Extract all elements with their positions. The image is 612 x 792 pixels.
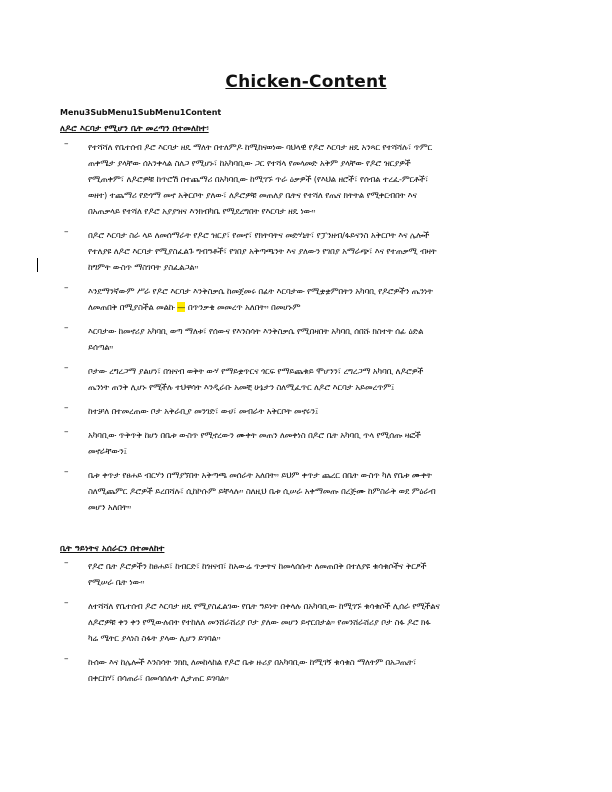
text-cursor	[37, 258, 38, 272]
text-segment: ለመጠበቅ በሚያስችል መልኩ	[88, 302, 178, 312]
list-item	[60, 403, 560, 419]
house-type-list	[60, 558, 560, 694]
text-line: ለተሻሻለ የቤተሰብ ዶሮ እርባታ ዘዴ የሚያስፈልገው የቤት ዓይነት በቀላሉ በአካባቢው ከሚገኙ ቁሳቁሶች ሊሰራ የሚችልና	[88, 601, 440, 611]
dash-bullet-icon: –	[64, 323, 69, 333]
list-item	[60, 558, 560, 590]
site-selection-list	[60, 139, 560, 523]
text-line: በዶሮ እርባታ ስራ ላይ ለመሰማራት የዶሮ ዝርያ፣ የመኖ፣ የክትባትና መድሃኒት፣ የፓንዘብ/ፋይናንስ አቅርቦት እና ሌሎች	[88, 230, 430, 240]
dash-bullet-icon: –	[64, 363, 69, 373]
dash-bullet-icon: –	[64, 283, 69, 293]
text-line: የተሻሻለ የቤተሰብ ዶሮ እርባታ ዘዴ ማለት በተለምዶ ከሚከናወነው ባህላዊ የዶሮ እርባታ ዘዴ አንጻር የተሻሻሉ፣ ጥምር	[88, 142, 433, 152]
text-line: በአጠቃላይ የተሻለ የዶሮ አያያዝና እንክብካቤ የሚደረግበት የእርባታ ዘዴ ነው።	[88, 206, 316, 216]
section-heading-site-selection: ለዶሮ እርባታ የሚሆን ቤት መረጣን በተመለከተ፡	[60, 124, 209, 134]
text-line: የተለያዩ ለዶሮ እርባታ የሚያስፈልጉ ግብዓቶች፣ የገበያ አቅጣጫንት እና ያለውን የገበያ አማራጭ፣ እና የተጠቃሚ ብዛት	[88, 246, 437, 256]
text-line	[88, 299, 560, 315]
text-line: እንደማንኛውም ሥራ የዶሮ እርባታ እንቅስቃሴ ከመጀመሩ በፊት እርባታው የሚቋቋምበትን አካባቢ የዶሮዎችን ጤንነት	[88, 286, 433, 296]
text-line: የሚሠራ ቤት ነው።	[88, 577, 145, 587]
page-title: Chicken-Content	[225, 72, 387, 92]
text-line: ቤቱ ቀጥታ የፀሐይ ብርሃን በማያኘበት አቅጣጫ መሰራት አለበት። ይህም ቀጥታ ጨረር በቤት ውስጥ ካለ የቤቱ ሙቀት	[88, 470, 432, 480]
section-heading-house-type: ቤት ዓይነትና አሰራርን በተመለከተ	[60, 544, 165, 554]
text-line: ጤንነት ጠንቅ ሊሆኑ የሚችሉ ተህዋሳት እንዲራቡ አመቺ ሁኔታን ስለሚፈጥር ለዶሮ እርባታ አይመረጥም፤	[88, 382, 395, 392]
list-item	[60, 283, 560, 315]
dash-bullet-icon: –	[64, 467, 69, 477]
text-line: አካባቢው ጥቅጥቅ ከሆነ በቤቱ ውስጥ የሚኖረውን ሙቀት መጠን ለመቀነስ በዶሮ ቤት አካባቢ ጥላ የሚሰጡ ዛፎች	[88, 430, 421, 440]
text-line: የሚጠቀም፣ ለዶሮዎቹ ከጥሮሽ በተጨማሪ በአካባቢው ከሚገኙ ጥራ ዕቃዎች (የእህል ዘሮች፣ የሰብል ተረፈ-ምርቶች፣	[88, 174, 429, 184]
list-item	[60, 598, 560, 646]
dash-bullet-icon: –	[64, 427, 69, 437]
list-item	[60, 654, 560, 686]
text-line: እርባታው ከመኖሪያ አካባቢ ወጣ ማለቱ፣ የሰውና የእንስሳት እንቅስቃሴ የሚበዛበት አካባቢ ሰበሹ ክስተት ሰፊ ዕድል	[88, 326, 424, 336]
text-segment: በጥንቃቄ መመረጥ አለበት። በመሆኑም	[185, 302, 301, 312]
text-line: ለዶሮዎቹ ቀን ቀን የሚውሉበት የተከለለ መንሸራሸሪያ ቦታ ያለው መሆን ይኖርበታል። የመንሸራሸሪያ ቦታ ስፋ ዶሮ ክፋ	[88, 617, 431, 627]
text-line: ኩሰው እና ከሌሎች እንስሳት ንክኪ ለመከላከል የዶሮ ቤቱ ዙሪያ በአካባቢው ከሚገኝ ቁሳቁስ ማለትም በአጋጤት፣	[88, 657, 417, 667]
text-line: መኖራቸውን፤	[88, 446, 127, 456]
text-line: መሆን አለበት።	[88, 502, 132, 512]
dash-bullet-icon: –	[64, 598, 69, 608]
list-item	[60, 467, 560, 515]
text-line: በቀርከሃ፣ በሳጠራ፣ በመሳሰሉት ሊታጠር ይገባል።	[88, 673, 229, 683]
text-line: ወዘተ) ተጨማሪ የድጎማ መኖ አቅርቦት ያለው፣ ለዶሮዎቹ መጠለያ ቤትና የተሻለ የጤና ክትትል የሚቀርብበት እና	[88, 190, 417, 200]
text-line: ጠቀሜታ ያላቸው ሰአንቀላል ስለጋ የሚሆኑ፣ ከአካባቢው ጋር የተሻላ የመላመድ አቅም ያላቸው የዶሮ ዝርያዎች	[88, 158, 411, 168]
dash-bullet-icon: –	[64, 403, 69, 413]
text-line: የዶሮ ቤት ዶሮዎችን ከፀሐይ፣ ከብርድ፣ ከዝናብ፣ ከአውሬ ጥቃትና ከመላሰሱት ለመጠበቅ በተለያዩ ቁሳቁሶችና ቅርፆች	[88, 561, 427, 571]
text-line: ከግምት ውስጥ ማስገባት ያስፈልጋል።	[88, 262, 199, 272]
list-item	[60, 139, 560, 219]
dash-bullet-icon: –	[64, 139, 69, 149]
text-line: ስለሚጨምር ዶሮዎች ይረበሻሉ፣ ሲከኮሱም ይቸላሉ። ስለዚህ ቤቱ ሲሠራ አቀማመጡ በረጅሙ ከምስራቅ ወደ ምዕራብ	[88, 486, 436, 496]
text-line: ከተቻለ በተመረጠው ቦታ አቅራቢያ መንገድ፣ ውሀ፣ መብራት አቅርቦት መኖሩን፤	[88, 406, 319, 416]
menu-path-label: Menu3SubMenu1SubMenu1Content	[60, 108, 222, 117]
dash-bullet-icon: –	[64, 654, 69, 664]
text-line: ቦታው ረግረጋማ ያልሆነ፣ በዝናብ ወቅት ውሃ የማይቋጥርና ጎርፍ የማይጨቁይ ሞሆንን፣ ረግረጋማ አካባቢ ለዶሮዎች	[88, 366, 424, 376]
list-item	[60, 427, 560, 459]
dash-bullet-icon: –	[64, 558, 69, 568]
dash-bullet-icon: –	[64, 227, 69, 237]
text-line: ይሰጣል።	[88, 342, 114, 352]
list-item	[60, 323, 560, 355]
highlighted-mark: —	[177, 302, 186, 312]
list-item	[60, 363, 560, 395]
text-line: ካሬ ሜትር ያላነስ ስፋት ያላው ሊሆን ይገባል።	[88, 633, 221, 643]
list-item	[60, 227, 560, 275]
